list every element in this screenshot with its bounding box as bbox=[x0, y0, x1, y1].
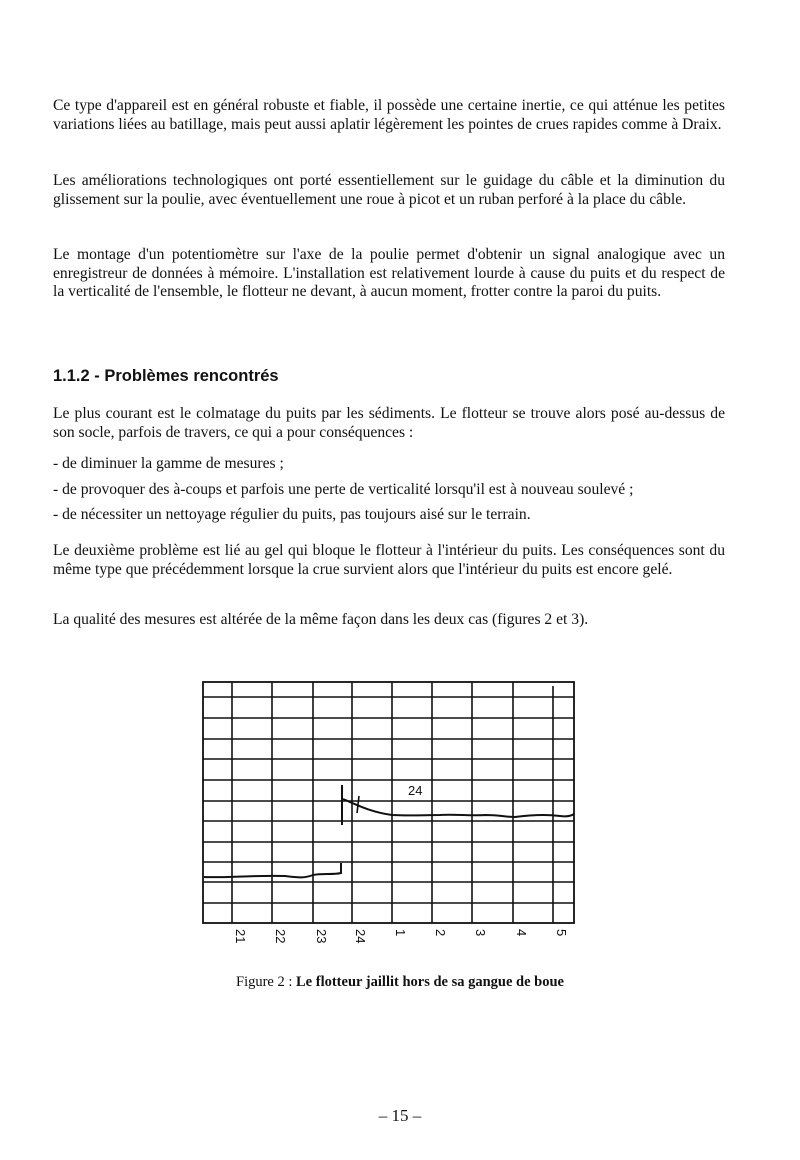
x-tick-label: 24 bbox=[353, 929, 368, 944]
x-tick-label: 4 bbox=[514, 929, 529, 937]
chart-grid bbox=[203, 682, 574, 923]
bullet-item: - de diminuer la gamme de mesures ; bbox=[53, 455, 284, 472]
paragraph-gel: Le deuxième problème est lié au gel qui bloque le flotteur à l'intérieur du puits. Les conséquences sont du même type que précédemment lorsque la crue survient alors que l'intérieur du puits est encore gelé. bbox=[53, 542, 725, 578]
paragraph-qualite: La qualité des mesures est altérée de la même façon dans les deux cas (figures 2 et 3). bbox=[53, 611, 589, 628]
x-tick-label: 1 bbox=[393, 929, 408, 937]
section-heading: 1.1.2 - Problèmes rencontrés bbox=[53, 367, 279, 385]
x-tick-label: 21 bbox=[233, 929, 248, 944]
x-axis-labels bbox=[233, 929, 569, 943]
figure-caption-title: Le flotteur jaillit hors de sa gangue de boue bbox=[296, 974, 564, 990]
paragraph-ameliorations: Les améliorations technologiques ont porté essentiellement sur le guidage du câble et la diminution du glissement sur la poulie, avec éventuellement une roue à picot et un ruban perforé à la place du câble. bbox=[53, 172, 725, 208]
x-tick-label: 5 bbox=[554, 929, 569, 937]
x-tick-label: 23 bbox=[314, 929, 329, 944]
bullet-item: - de nécessiter un nettoyage régulier du puits, pas toujours aisé sur le terrain. bbox=[53, 506, 531, 523]
paragraph-appareil-robuste: Ce type d'appareil est en général robuste et fiable, il possède une certaine inertie, ce qui atténue les petites variations liées au batillage, mais peut aussi aplatir légèrement les pointes de crues rapides comme à Draix. bbox=[53, 97, 725, 133]
chart-annotation: 24 bbox=[408, 783, 423, 798]
paragraph-potentiometre: Le montage d'un potentiomètre sur l'axe de la poulie permet d'obtenir un signal analogique avec un enregistreur de données à mémoire. L'installation est relativement lourde à cause du puits et du respect de la verticalité de l'ensemble, le flotteur ne devant, à aucun moment, frotter contre la paroi du puits. bbox=[53, 246, 725, 301]
x-tick-label: 2 bbox=[433, 929, 448, 937]
figure-caption bbox=[0, 974, 800, 991]
x-tick-label: 22 bbox=[273, 929, 288, 944]
limnigram-chart bbox=[195, 670, 595, 955]
figure-caption-prefix: Figure 2 : bbox=[236, 974, 297, 990]
bullet-item: - de provoquer des à-coups et parfois une perte de verticalité lorsqu'il est à nouveau soulevé ; bbox=[53, 481, 634, 498]
figure-limnigram bbox=[195, 670, 595, 955]
page-number: – 15 – bbox=[378, 1106, 422, 1125]
paragraph-colmatage: Le plus courant est le colmatage du puits par les sédiments. Le flotteur se trouve alors posé au-dessus de son socle, parfois de travers, ce qui a pour conséquences : bbox=[53, 405, 725, 441]
x-tick-label: 3 bbox=[473, 929, 488, 937]
